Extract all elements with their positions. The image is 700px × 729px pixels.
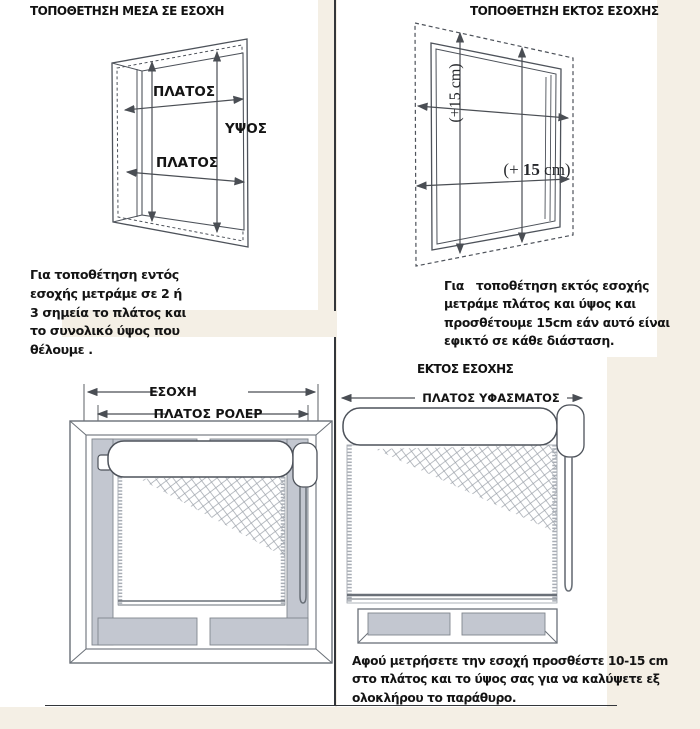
label-part: (+	[503, 160, 523, 179]
label-roller-width: ΠΛΑΤΟΣ ΡΟΛΕΡ	[153, 406, 263, 421]
diagram-window-inside-recess	[85, 33, 325, 265]
caption-line: προσθέτουμε 15cm εάν αυτό είναι	[444, 315, 670, 330]
center-divider-top	[334, 0, 336, 311]
blind-fabric	[347, 445, 557, 603]
label-width-bottom: ΠΛΑΤΟΣ	[155, 155, 219, 171]
window-recess-frame	[112, 39, 248, 247]
caption-line: εσοχής μετράμε σε 2 ή	[30, 285, 182, 301]
caption-line: Για τοποθέτηση εκτός εσοχής	[444, 279, 650, 293]
diagram-roller-inside-recess	[60, 375, 340, 707]
caption-line: μετράμε πλάτος και ύψος και	[444, 297, 636, 312]
caption-line: Για τοποθέτηση εντός	[30, 267, 179, 282]
diagram-roller-outside-recess	[335, 385, 625, 647]
caption-inside-recess	[30, 266, 186, 360]
chain	[565, 457, 572, 591]
caption-line: εφικτό σε κάθε διάσταση.	[444, 333, 615, 348]
caption-line: 3 σημεία το πλάτος και	[30, 304, 187, 320]
caption-line: στο πλάτος και το ύψος σας για να καλύψετε εξ	[352, 672, 660, 687]
title-inside-recess: ΤΟΠΟΘΕΤΗΣΗ ΜΕΣΑ ΣΕ ΕΣΟΧΗ	[30, 4, 224, 18]
label-part-bold: 15	[522, 160, 540, 179]
caption-outside-recess-roller	[352, 652, 668, 707]
control-unit	[293, 443, 317, 487]
diagram-window-outside-recess	[400, 20, 660, 272]
label-recess: ΕΣΟΧΗ	[149, 384, 197, 399]
caption-line: το συνολικό ύψος που	[30, 323, 180, 339]
label-height: ΥΨΟΣ	[225, 121, 267, 137]
caption-line: Αφού μετρήσετε την εσοχή προσθέστε 10-15 cm	[352, 654, 668, 668]
label-width-plus-15cm	[503, 160, 570, 179]
caption-line: θέλουμε .	[30, 342, 93, 358]
title-outside-recess: ΤΟΠΟΘΕΤΗΣΗ ΕΚΤΟΣ ΕΣΟΧΗΣ	[470, 4, 659, 18]
label-fabric-width: ΠΛΑΤΟΣ ΥΦΑΣΜΑΤΟΣ	[422, 391, 560, 405]
label-part: cm)	[539, 160, 571, 179]
caption-line: ολοκλήρου το παράθυρο.	[352, 690, 517, 705]
window-bottom	[358, 609, 557, 643]
control-unit	[557, 405, 584, 457]
caption-outside-recess	[444, 277, 670, 350]
label-height-plus-15cm: (+15 cm)	[447, 63, 464, 123]
blind-fabric	[118, 473, 285, 605]
title-outside-recess-roller: ΕΚΤΟΣ ΕΣΟΧΗΣ	[417, 362, 514, 376]
label-width-top: ΠΛΑΤΟΣ	[152, 84, 216, 100]
